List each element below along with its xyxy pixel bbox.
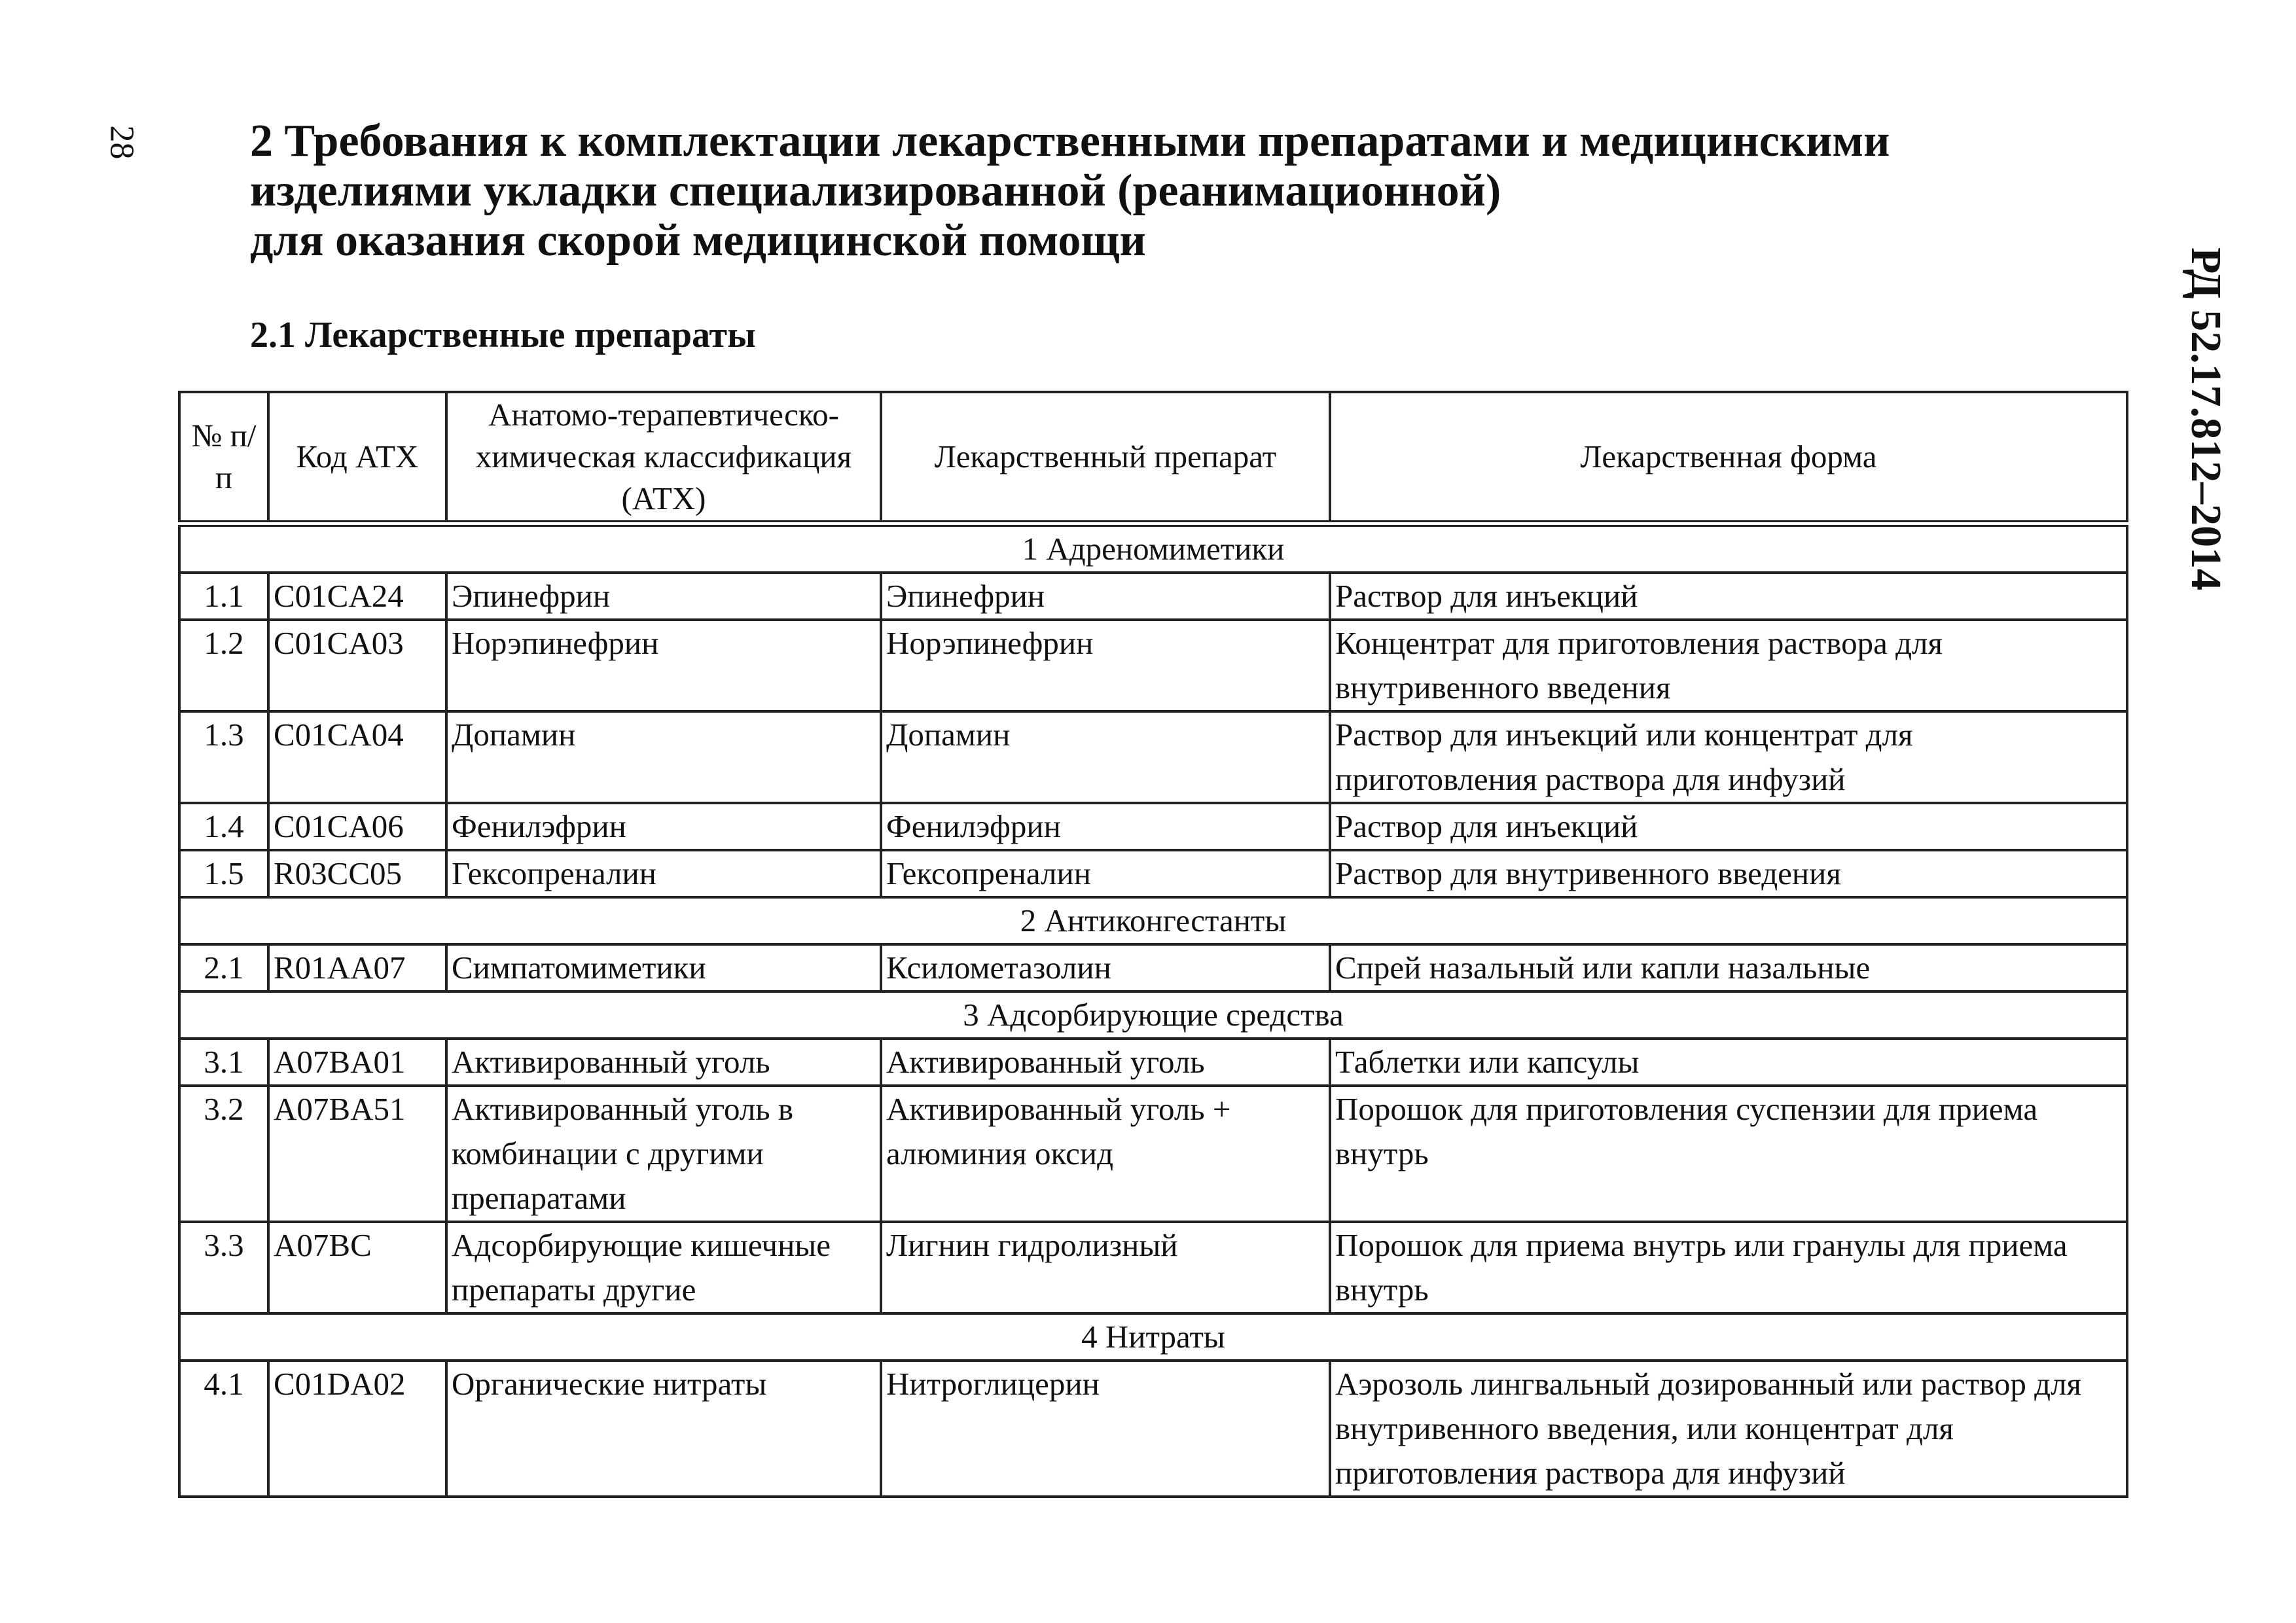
cell-drug: Лигнин гидролизный — [881, 1222, 1330, 1313]
table-row — [179, 573, 2127, 620]
cell-atc: Гексопреналин — [446, 850, 881, 897]
cell-code: C01DA02 — [268, 1361, 446, 1497]
cell-num: 4.1 — [179, 1361, 268, 1497]
cell-code: C01CA06 — [268, 803, 446, 850]
header-form: Лекарственная форма — [1330, 392, 2127, 524]
cell-code: A07BC — [268, 1222, 446, 1313]
header-num: № п/п — [179, 392, 268, 524]
cell-num: 1.4 — [179, 803, 268, 850]
cell-form: Концентрат для приготовления раствора для внутривенного введения — [1330, 620, 2127, 711]
header-atc: Анатомо-терапевтическо-химическая классификация (АТХ) — [446, 392, 881, 524]
cell-atc: Активированный уголь в комбинации с другими препаратами — [446, 1086, 881, 1222]
cell-drug: Эпинефрин — [881, 573, 1330, 620]
cell-form: Порошок для приготовления суспензии для приема внутрь — [1330, 1086, 2127, 1222]
cell-form: Спрей назальный или капли назальные — [1330, 944, 2127, 991]
header-drug: Лекарственный препарат — [881, 392, 1330, 524]
section-row — [179, 897, 2127, 944]
table-row — [179, 1086, 2127, 1222]
cell-drug: Норэпинефрин — [881, 620, 1330, 711]
cell-drug: Гексопреналин — [881, 850, 1330, 897]
cell-form: Аэрозоль лингвальный дозированный или раствор для внутривенного введения, или концентрат для приготовления раствора для инфузий — [1330, 1361, 2127, 1497]
cell-atc: Активированный уголь — [446, 1039, 881, 1086]
cell-num: 3.2 — [179, 1086, 268, 1222]
cell-form: Раствор для инъекций — [1330, 573, 2127, 620]
page-number: 28 — [103, 125, 141, 160]
section-title-cell: 4 Нитраты — [179, 1313, 2127, 1361]
table-row — [179, 803, 2127, 850]
table-row — [179, 620, 2127, 711]
section-row — [179, 991, 2127, 1039]
title-line: изделиями укладки специализированной (реанимационной) — [250, 166, 1501, 216]
section-title-cell: 2 Антиконгестанты — [179, 897, 2127, 944]
title-line: 2 Требования к комплектации лекарственными препаратами и медицинскими — [250, 116, 1890, 166]
table-header-row — [179, 392, 2127, 524]
cell-code: R01AA07 — [268, 944, 446, 991]
cell-drug: Активированный уголь — [881, 1039, 1330, 1086]
section-row — [179, 1313, 2127, 1361]
cell-num: 3.3 — [179, 1222, 268, 1313]
table-row — [179, 1222, 2127, 1313]
cell-num: 1.5 — [179, 850, 268, 897]
cell-num: 1.1 — [179, 573, 268, 620]
table-row — [179, 711, 2127, 803]
cell-code: C01CA04 — [268, 711, 446, 803]
cell-code: C01CA24 — [268, 573, 446, 620]
cell-num: 3.1 — [179, 1039, 268, 1086]
cell-code: R03CC05 — [268, 850, 446, 897]
cell-num: 2.1 — [179, 944, 268, 991]
cell-atc: Норэпинефрин — [446, 620, 881, 711]
section-title-cell: 3 Адсорбирующие средства — [179, 991, 2127, 1039]
table-row — [179, 944, 2127, 991]
cell-code: C01CA03 — [268, 620, 446, 711]
table-body — [179, 524, 2127, 1497]
cell-atc: Допамин — [446, 711, 881, 803]
section-row — [179, 524, 2127, 573]
cell-form: Раствор для внутривенного введения — [1330, 850, 2127, 897]
cell-form: Таблетки или капсулы — [1330, 1039, 2127, 1086]
drugs-table — [178, 391, 2128, 1498]
cell-drug: Активированный уголь + алюминия оксид — [881, 1086, 1330, 1222]
title-line: для оказания скорой медицинской помощи — [250, 215, 1146, 266]
header-code: Код АТХ — [268, 392, 446, 524]
cell-form: Раствор для инъекций или концентрат для приготовления раствора для инфузий — [1330, 711, 2127, 803]
cell-drug: Допамин — [881, 711, 1330, 803]
cell-atc: Фенилэфрин — [446, 803, 881, 850]
cell-code: A07BA51 — [268, 1086, 446, 1222]
cell-drug: Фенилэфрин — [881, 803, 1330, 850]
section-title-cell: 1 Адреномиметики — [179, 524, 2127, 573]
cell-drug: Ксилометазолин — [881, 944, 1330, 991]
cell-num: 1.2 — [179, 620, 268, 711]
cell-atc: Эпинефрин — [446, 573, 881, 620]
table-row — [179, 850, 2127, 897]
section-title — [250, 116, 2083, 266]
table-row — [179, 1039, 2127, 1086]
subsection-title: 2.1 Лекарственные препараты — [250, 315, 756, 355]
cell-atc: Органические нитраты — [446, 1361, 881, 1497]
table-row — [179, 1361, 2127, 1497]
cell-atc: Адсорбирующие кишечные препараты другие — [446, 1222, 881, 1313]
cell-drug: Нитроглицерин — [881, 1361, 1330, 1497]
cell-atc: Симпатомиметики — [446, 944, 881, 991]
cell-form: Порошок для приема внутрь или гранулы для приема внутрь — [1330, 1222, 2127, 1313]
cell-code: A07BA01 — [268, 1039, 446, 1086]
cell-num: 1.3 — [179, 711, 268, 803]
document-code: РД 52.17.812–2014 — [2182, 247, 2230, 591]
cell-form: Раствор для инъекций — [1330, 803, 2127, 850]
